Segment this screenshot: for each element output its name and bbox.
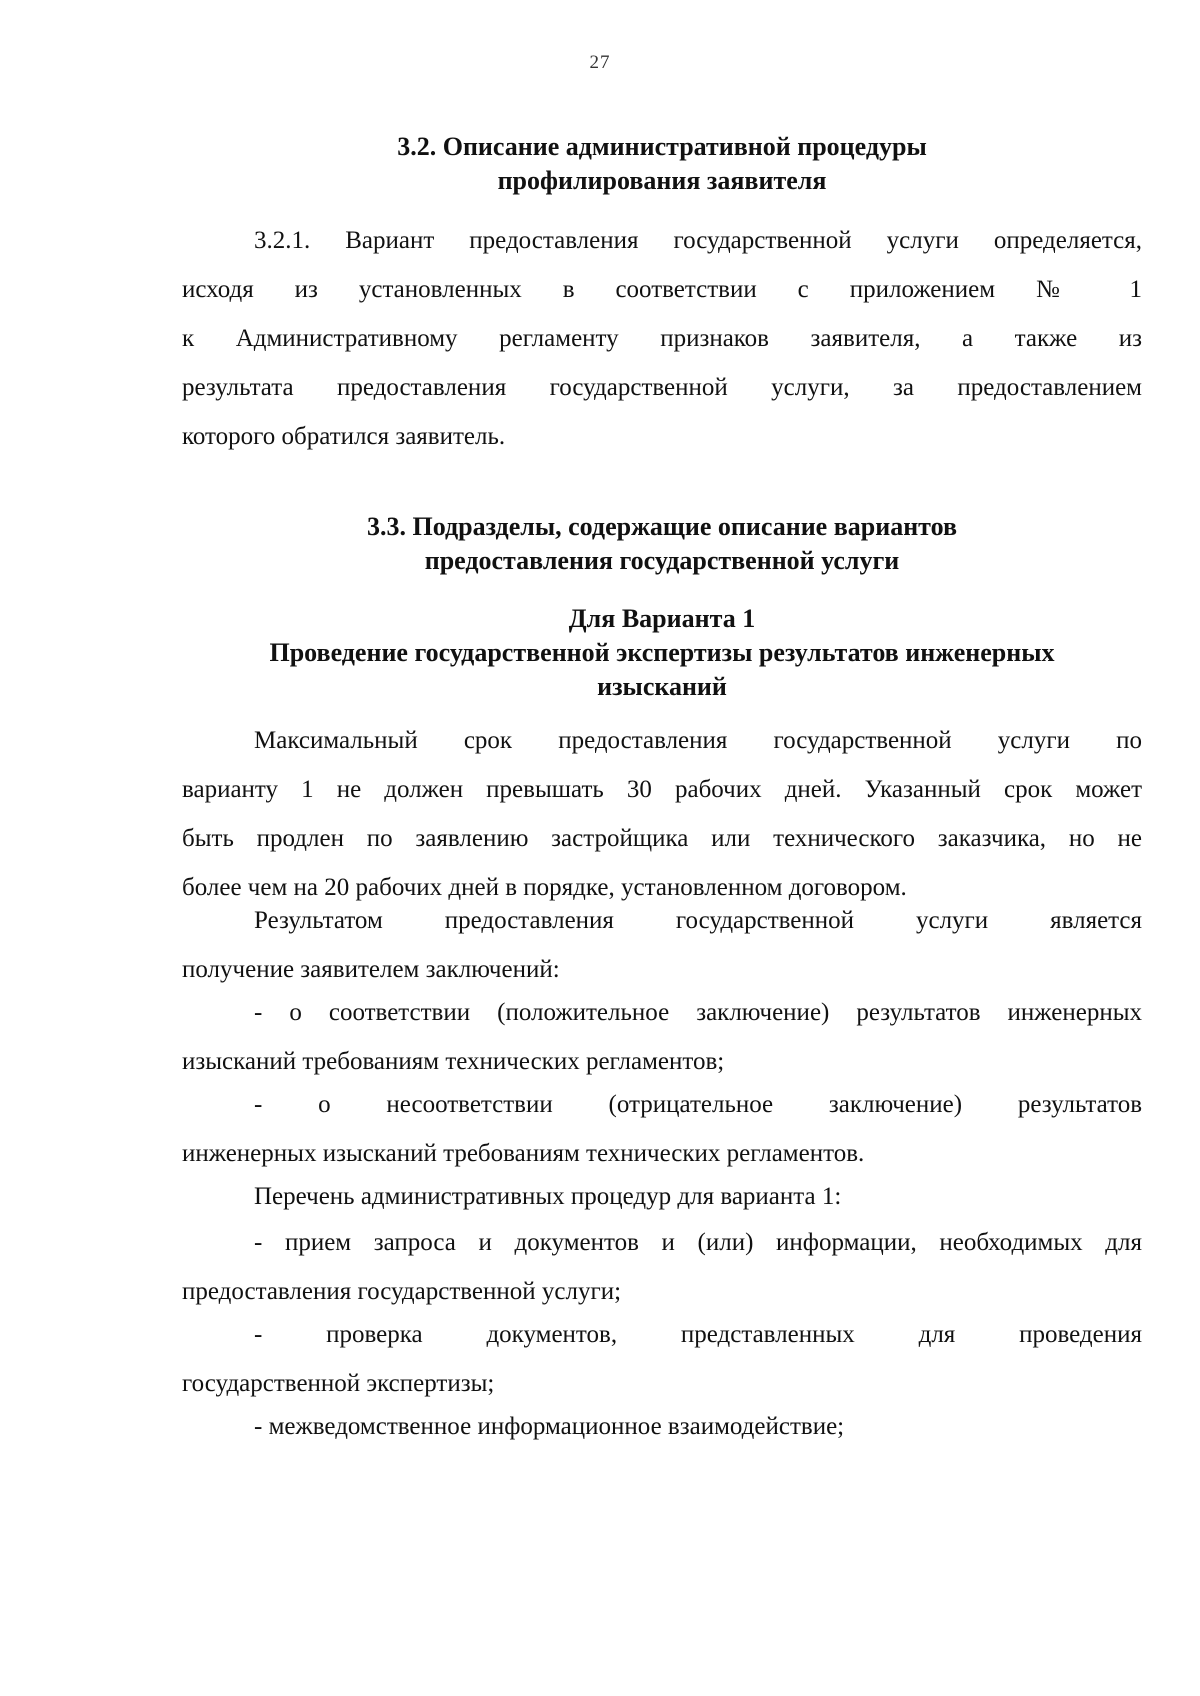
text-line: - прием запроса и документов и (или) информации, необходимых для bbox=[254, 1229, 1142, 1256]
text-line: варианту 1 не должен превышать 30 рабочих дней. Указанный срок может bbox=[182, 776, 1142, 803]
heading-line: 3.3. Подразделы, содержащие описание вариантов bbox=[366, 512, 957, 541]
variant-1-term-paragraph bbox=[182, 716, 1142, 912]
text-line: Результатом предоставления государственной услуги является bbox=[254, 907, 1142, 934]
text-line: государственной экспертизы; bbox=[182, 1370, 495, 1397]
text-line: - о несоответствии (отрицательное заключение) результатов bbox=[254, 1091, 1142, 1118]
text-line: более чем на 20 рабочих дней в порядке, установленном договором. bbox=[182, 874, 907, 901]
text-line: - проверка документов, представленных для проведения bbox=[254, 1321, 1142, 1348]
heading-line: профилирования заявителя bbox=[497, 166, 827, 195]
text-line: к Административному регламенту признаков заявителя, а также из bbox=[182, 325, 1142, 352]
text-line: 3.2.1. Вариант предоставления государственной услуги определяется, bbox=[254, 227, 1142, 254]
heading-line: Для Варианта 1 bbox=[568, 604, 756, 633]
text-line: - о соответствии (положительное заключение) результатов инженерных bbox=[254, 999, 1142, 1026]
text-line: инженерных изысканий требованиям технических регламентов. bbox=[182, 1140, 865, 1167]
paragraph-3-2-1 bbox=[182, 216, 1142, 461]
text-line: Перечень административных процедур для варианта 1: bbox=[254, 1183, 842, 1210]
text-line: которого обратился заявитель. bbox=[182, 423, 506, 450]
section-3-2-heading bbox=[182, 130, 1142, 198]
text-line: быть продлен по заявлению застройщика или технического заказчика, но не bbox=[182, 825, 1142, 852]
variant-1-heading bbox=[182, 602, 1142, 704]
list-item bbox=[182, 1218, 1142, 1316]
list-item bbox=[182, 1080, 1142, 1178]
text-line: Максимальный срок предоставления государственной услуги по bbox=[254, 727, 1142, 754]
text-line: - межведомственное информационное взаимодействие; bbox=[254, 1413, 845, 1440]
text-line: предоставления государственной услуги; bbox=[182, 1278, 622, 1305]
variant-1-result-paragraph bbox=[182, 896, 1142, 994]
heading-line: 3.2. Описание административной процедуры bbox=[397, 132, 927, 161]
heading-line: Проведение государственной экспертизы результатов инженерных bbox=[269, 638, 1055, 667]
heading-line: изысканий bbox=[597, 672, 727, 701]
list-item bbox=[182, 988, 1142, 1086]
heading-line: предоставления государственной услуги bbox=[424, 546, 900, 575]
text-line: исходя из установленных в соответствии с приложением № 1 bbox=[182, 276, 1142, 303]
list-item bbox=[182, 1310, 1142, 1408]
list-item bbox=[182, 1402, 1142, 1451]
page-number: 27 bbox=[589, 52, 611, 73]
text-line: получение заявителем заключений: bbox=[182, 956, 560, 983]
procedures-intro bbox=[182, 1172, 1142, 1221]
section-3-3-heading bbox=[182, 510, 1142, 578]
text-line: результата предоставления государственной услуги, за предоставлением bbox=[182, 374, 1142, 401]
text-line: изысканий требованиям технических регламентов; bbox=[182, 1048, 725, 1075]
